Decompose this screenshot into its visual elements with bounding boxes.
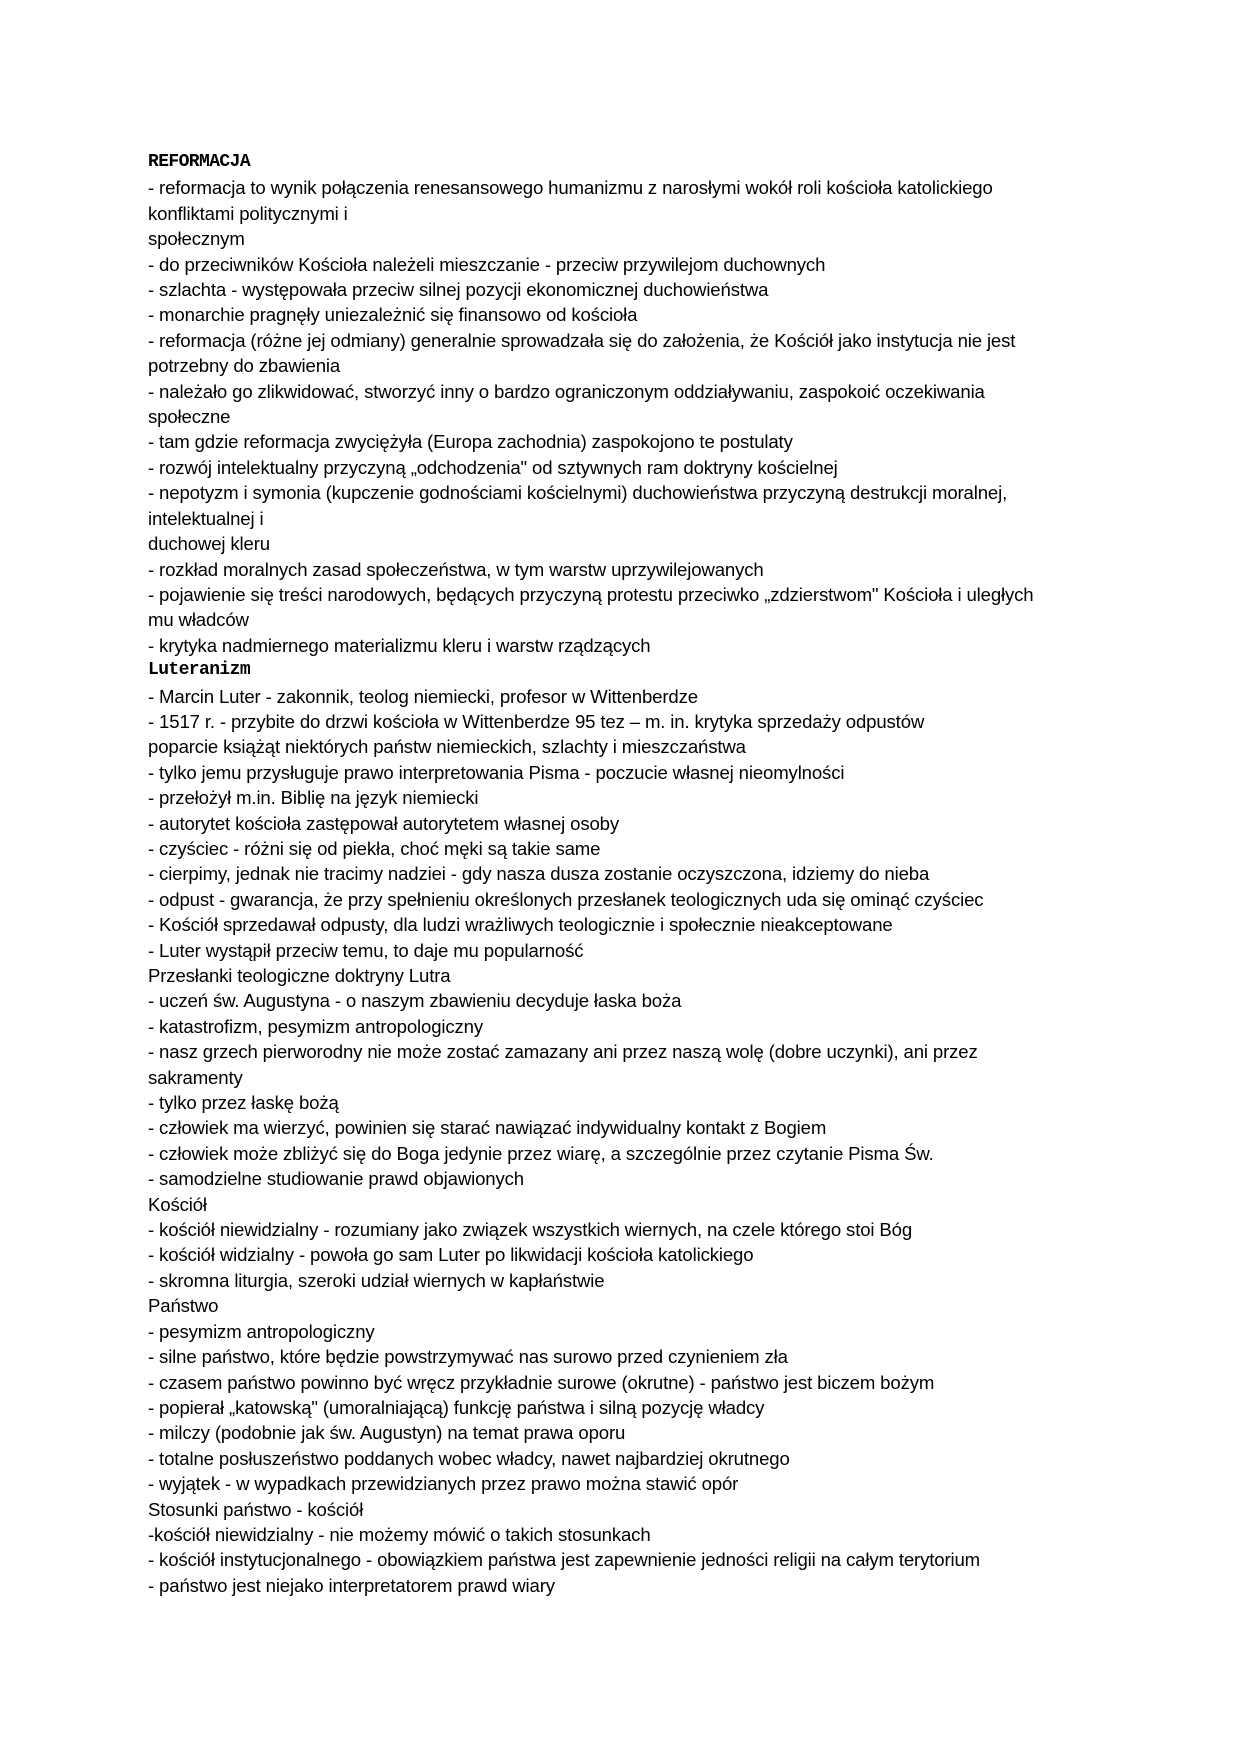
text-line: - tylko przez łaskę bożą	[148, 1092, 339, 1114]
text-line: - cierpimy, jednak nie tracimy nadziei - gdy nasza dusza zostanie oczyszczona, idziemy do nieba	[148, 863, 930, 885]
text-line: - 1517 r. - przybite do drzwi kościoła w Wittenberdze 95 tez – m. in. krytyka sprzedaży odpustów	[148, 710, 925, 732]
text-line: - czyściec - różni się od piekła, choć męki są takie same	[148, 837, 601, 859]
text-line: - tylko jemu przysługuje prawo interpretowania Pisma - poczucie własnej nieomylności	[148, 761, 845, 783]
text-line: - skromna liturgia, szeroki udział wiernych w kapłaństwie	[148, 1269, 605, 1291]
text-line: intelektualnej i	[148, 507, 264, 529]
text-line: - pojawienie się treści narodowych, będących przyczyną protestu przeciwko „zdzierstwom" Kościoła i uległych	[148, 583, 1034, 605]
text-line: - pesymizm antropologiczny	[148, 1320, 375, 1342]
text-line: - rozkład moralnych zasad społeczeństwa, w tym warstw uprzywilejowanych	[148, 558, 764, 580]
text-line: - uczeń św. Augustyna - o naszym zbawieniu decyduje łaska boża	[148, 990, 682, 1012]
text-line: - nepotyzm i symonia (kupczenie godnościami kościelnymi) duchowieństwa przyczyną destrukcji moralnej,	[148, 482, 1008, 504]
text-line: - krytyka nadmiernego materializmu kleru i warstw rządzących	[148, 634, 651, 656]
text-line: społeczne	[148, 406, 231, 428]
text-line: - czasem państwo powinno być wręcz przykładnie surowe (okrutne) - państwo jest biczem bożym	[148, 1371, 935, 1393]
text-line: - totalne posłuszeństwo poddanych wobec władcy, nawet najbardziej okrutnego	[148, 1447, 790, 1469]
section-heading: Państwo	[148, 1295, 219, 1317]
text-line: - Kościół sprzedawał odpusty, dla ludzi wrażliwych teologicznie i społecznie nieakceptowane	[148, 914, 893, 936]
text-line: - silne państwo, które będzie powstrzymywać nas surowo przed czynieniem zła	[148, 1346, 788, 1368]
text-line: - szlachta - występowała przeciw silnej pozycji ekonomicznej duchowieństwa	[148, 279, 769, 301]
text-line: potrzebny do zbawienia	[148, 355, 341, 377]
text-line: - odpust - gwarancja, że przy spełnieniu określonych przesłanek teologicznych uda się ominąć czyściec	[148, 888, 984, 910]
text-line: - człowiek może zbliżyć się do Boga jedynie przez wiarę, a szczególnie przez czytanie Pisma Św.	[148, 1142, 934, 1164]
document-page	[148, 150, 1098, 1598]
text-line: - należało go zlikwidować, stworzyć inny o bardzo ograniczonym oddziaływaniu, zaspokoić oczekiwania	[148, 380, 985, 402]
section-heading: Stosunki państwo - kościół	[148, 1498, 364, 1520]
text-line: duchowej kleru	[148, 533, 270, 555]
text-line: - rozwój intelektualny przyczyną „odchodzenia" od sztywnych ram doktryny kościelnej	[148, 456, 838, 478]
text-line: - nasz grzech pierworodny nie może zostać zamazany ani przez naszą wolę (dobre uczynki), ani przez	[148, 1041, 978, 1063]
text-line: - katastrofizm, pesymizm antropologiczny	[148, 1015, 483, 1037]
text-line: - reformacja (różne jej odmiany) generalnie sprowadzała się do założenia, że Kościół jako instytucja nie jest	[148, 329, 1016, 351]
text-line: - samodzielne studiowanie prawd objawionych	[148, 1168, 524, 1190]
text-line: poparcie książąt niektórych państw niemieckich, szlachty i mieszczaństwa	[148, 736, 746, 758]
section-heading: Kościół	[148, 1193, 207, 1215]
text-line: społecznym	[148, 228, 245, 250]
text-line: - przełożył m.in. Biblię na język niemiecki	[148, 787, 479, 809]
text-line: - człowiek ma wierzyć, powinien się starać nawiązać indywidualny kontakt z Bogiem	[148, 1117, 827, 1139]
text-line: - autorytet kościoła zastępował autorytetem własnej osoby	[148, 812, 619, 834]
text-line: - kościół widzialny - powoła go sam Luter po likwidacji kościoła katolickiego	[148, 1244, 754, 1266]
text-line: - milczy (podobnie jak św. Augustyn) na temat prawa oporu	[148, 1422, 626, 1444]
text-line: konfliktami politycznymi i	[148, 202, 348, 224]
text-line: sakramenty	[148, 1066, 243, 1088]
text-line: - do przeciwników Kościoła należeli mieszczanie - przeciw przywilejom duchownych	[148, 253, 826, 275]
text-line: - monarchie pragnęły uniezależnić się finansowo od kościoła	[148, 304, 638, 326]
text-line: - Marcin Luter - zakonnik, teolog niemiecki, profesor w Wittenberdze	[148, 685, 698, 707]
heading-reformacja: REFORMACJA	[148, 152, 251, 172]
heading-luteranizm: Luteranizm	[148, 660, 251, 681]
text-line: - kościół niewidzialny - rozumiany jako związek wszystkich wiernych, na czele którego stoi Bóg	[148, 1219, 913, 1241]
text-line: - reformacja to wynik połączenia renesansowego humanizmu z narosłymi wokół roli kościoła katolickiego	[148, 177, 993, 199]
section-heading: Przesłanki teologiczne doktryny Lutra	[148, 965, 451, 986]
text-line: mu władców	[148, 609, 249, 631]
text-line: - państwo jest niejako interpretatorem prawd wiary	[148, 1574, 555, 1596]
text-line: - wyjątek - w wypadkach przewidzianych przez prawo można stawić opór	[148, 1473, 739, 1495]
text-line: - tam gdzie reformacja zwyciężyła (Europa zachodnia) zaspokojono te postulaty	[148, 431, 793, 453]
text-line: - popierał „katowską" (umoralniającą) funkcję państwa i silną pozycję władcy	[148, 1396, 765, 1418]
text-line: -kościół niewidzialny - nie możemy mówić o takich stosunkach	[148, 1523, 651, 1545]
text-line: - kościół instytucjonalnego - obowiązkiem państwa jest zapewnienie jedności religii na całym terytorium	[148, 1549, 980, 1571]
text-line: - Luter wystąpił przeciw temu, to daje mu popularność	[148, 939, 584, 961]
